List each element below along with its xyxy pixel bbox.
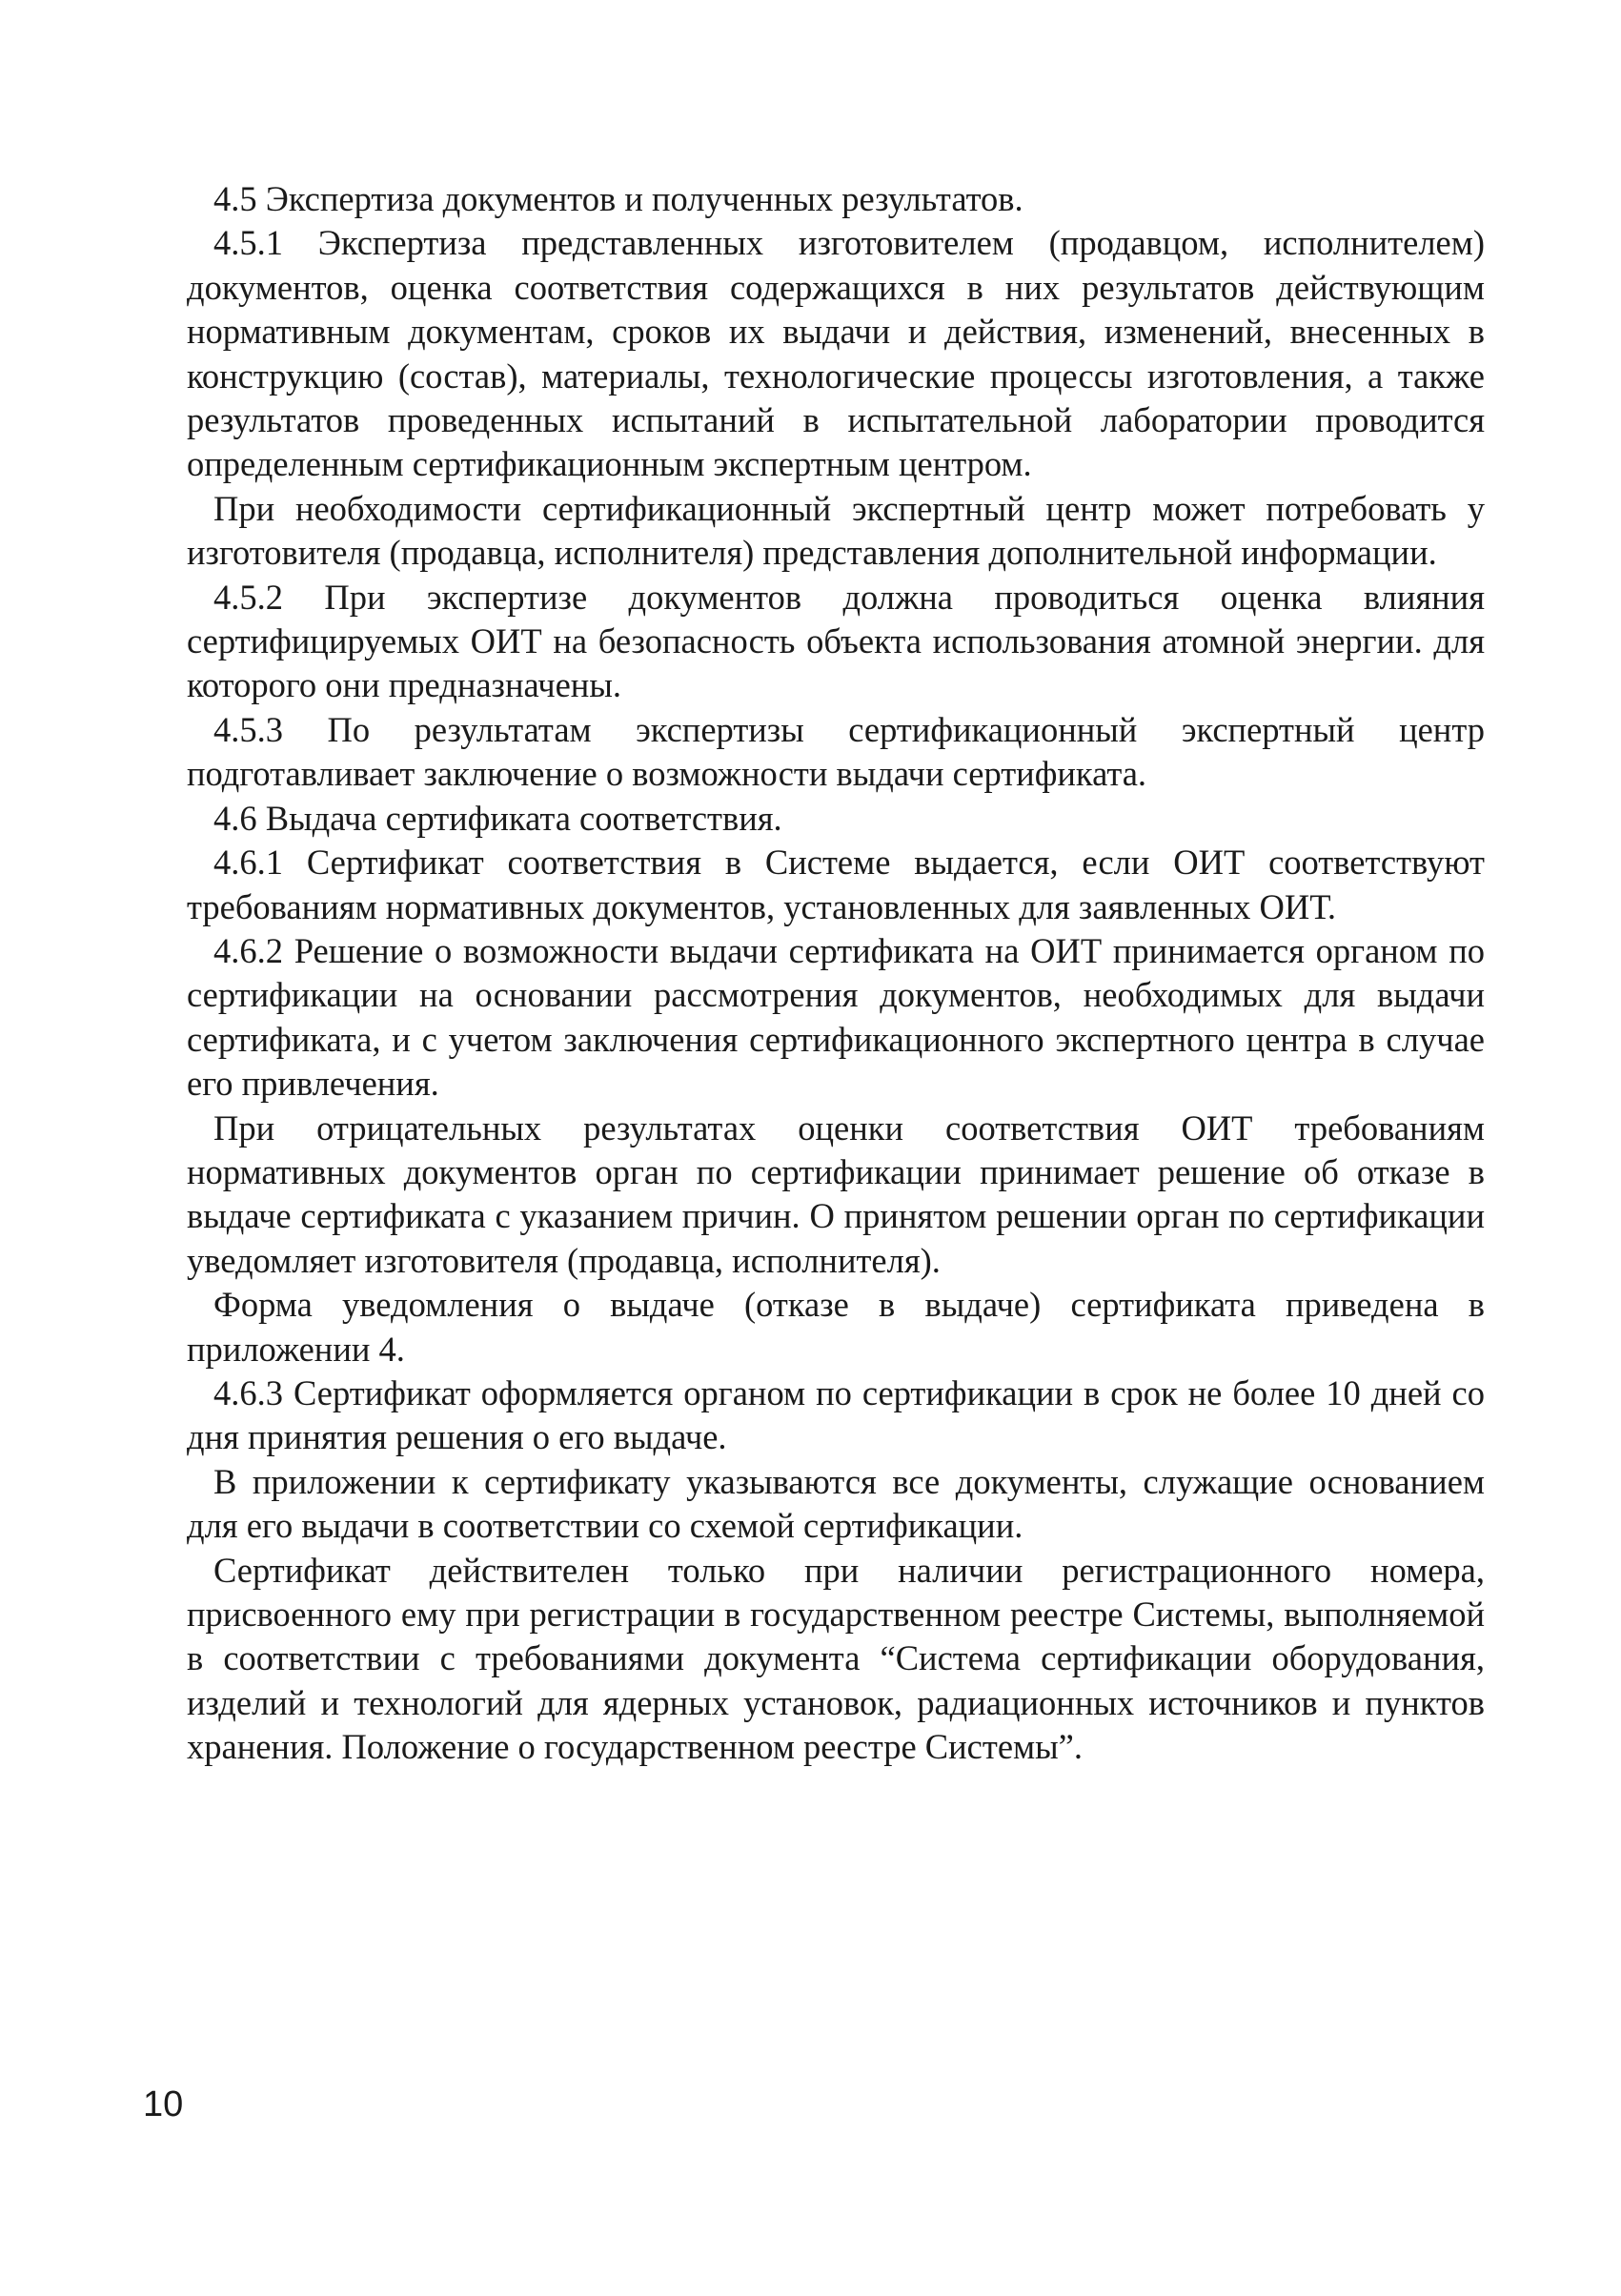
paragraph-certificate-appendix: В приложении к сертификату указываются все документы, служащие основанием для его выдачи в соответствии со схемой сертификации. — [187, 1461, 1485, 1546]
clause-4-5-3: 4.5.3 По результатам экспертизы сертификационный экспертный центр подготавливает заключение о возможности выдачи сертификата. — [187, 709, 1485, 794]
page-number: 10 — [143, 2084, 184, 2124]
paragraph-certificate-validity: Сертификат действителен только при наличии регистрационного номера, присвоенного ему при регистрации в государственном реестре Системы, выполняемой в соответствии с требованиями документа “Система сертификации оборудования, изделий и технологий для ядерных установок, радиационных источников и пунктов хранения. Положение о государственном реестре Системы”. — [187, 1550, 1485, 1767]
paragraph-additional-info: При необходимости сертификационный экспертный центр может потребовать у изготовителя (продавца, исполнителя) представления дополнительной информации. — [187, 488, 1485, 573]
section-heading-4-6: 4.6 Выдача сертификата соответствия. — [213, 798, 782, 838]
clause-4-6-1: 4.6.1 Сертификат соответствия в Системе выдается, если ОИТ соответствуют требованиям нормативных документов, установленных для заявленных ОИТ. — [187, 843, 1485, 926]
paragraph-notification-form: Форма уведомления о выдаче (отказе в выдаче) сертификата приведена в приложении 4. — [187, 1285, 1485, 1369]
clause-4-6-2: 4.6.2 Решение о возможности выдачи сертификата на ОИТ принимается органом по сертификации на основании рассмотрения документов, необходимых для выдачи сертификата, и с учетом заключения сертификационного экспертного центра в случае его привлечения. — [187, 930, 1485, 1104]
body-text — [187, 177, 1485, 1770]
clause-4-6-3: 4.6.3 Сертификат оформляется органом по сертификации в срок не более 10 дней со дня принятия решения о его выдаче. — [187, 1372, 1485, 1457]
clause-4-5-1: 4.5.1 Экспертиза представленных изготовителем (продавцом, исполнителем) документов, оценка соответствия содержащихся в них результатов действующим нормативным документам, сроков их выдачи и действия, изменений, внесенных в конструкцию (состав), материалы, технологические процессы изготовления, а также результатов проведенных испытаний в испытательной лаборатории проводится определенным сертификационным экспертным центром. — [187, 223, 1485, 484]
clause-4-5-2: 4.5.2 При экспертизе документов должна проводиться оценка влияния сертифицируемых ОИТ на безопасность объекта использования атомной энергии. для которого они предназначены. — [187, 577, 1485, 705]
section-heading-4-5: 4.5 Экспертиза документов и полученных результатов. — [213, 179, 1023, 218]
paragraph-negative-results: При отрицательных результатах оценки соответствия ОИТ требованиям нормативных документов орган по сертификации принимает решение об отказе в выдаче сертификата с указанием причин. О принятом решении орган по сертификации уведомляет изготовителя (продавца, исполнителя). — [187, 1107, 1485, 1280]
